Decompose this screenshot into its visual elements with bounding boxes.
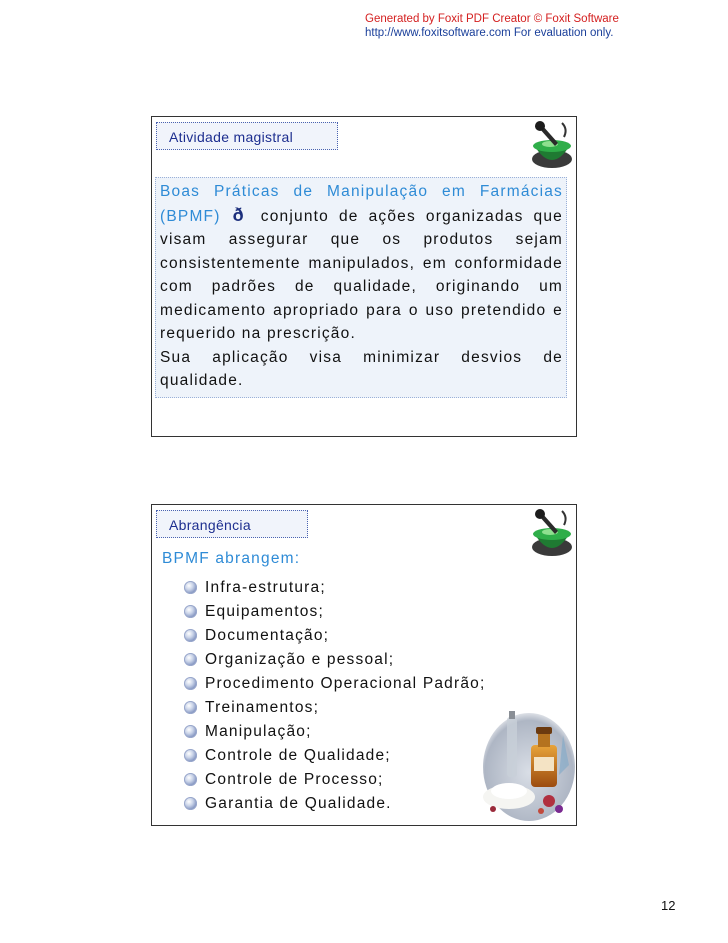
list-item: Documentação;	[184, 624, 486, 648]
list-item: Controle de Processo;	[184, 768, 486, 792]
bullet-icon	[184, 581, 197, 594]
bpmf-definition-box	[155, 177, 567, 398]
bpmf-heading: Boas Práticas de Manipulação em Farmácias (BPMF)	[160, 183, 563, 225]
list-item: Infra-estrutura;	[184, 576, 486, 600]
pharmacy-products-photo	[479, 705, 575, 823]
slide-title: Abrangência	[156, 510, 308, 538]
bpmf-application-text: Sua aplicação visa minimizar desvios de qualidade.	[160, 348, 563, 389]
bullet-icon	[184, 701, 197, 714]
bullet-icon	[184, 677, 197, 690]
watermark-line-1: Generated by Foxit PDF Creator © Foxit Software	[365, 13, 619, 25]
list-item: Controle de Qualidade;	[184, 744, 486, 768]
list-item: Procedimento Operacional Padrão;	[184, 672, 486, 696]
list-item: Garantia de Qualidade.	[184, 792, 486, 816]
bullet-icon	[184, 725, 197, 738]
bullet-icon	[184, 749, 197, 762]
bullet-icon	[184, 797, 197, 810]
mortar-pestle-image	[528, 507, 574, 559]
mortar-pestle-image	[528, 119, 574, 171]
list-item: Treinamentos;	[184, 696, 486, 720]
bpmf-definition-text: conjunto de ações organizadas que visam assegurar que os produtos sejam consistentemente manipulados, em conformidade com padrões de qualidade, originando um medicamento apropriado para o uso pretendido e requerido na prescrição.	[160, 207, 563, 342]
list-item: Equipamentos;	[184, 600, 486, 624]
bpmf-scope-subtitle: BPMF abrangem:	[162, 550, 301, 567]
bullet-icon	[184, 653, 197, 666]
bullet-icon	[184, 773, 197, 786]
bullet-icon	[184, 605, 197, 618]
list-item: Manipulação;	[184, 720, 486, 744]
page-number: 12	[661, 898, 676, 913]
slide-abrangencia	[151, 504, 577, 826]
scope-list	[184, 576, 486, 816]
arrow-icon: ð	[232, 204, 245, 225]
bullet-icon	[184, 629, 197, 642]
watermark-line-2: http://www.foxitsoftware.com For evaluation only.	[365, 27, 614, 39]
slide-title: Atividade magistral	[156, 122, 338, 150]
slide-atividade-magistral	[151, 116, 577, 437]
list-item: Organização e pessoal;	[184, 648, 486, 672]
foxit-watermark	[365, 12, 619, 40]
